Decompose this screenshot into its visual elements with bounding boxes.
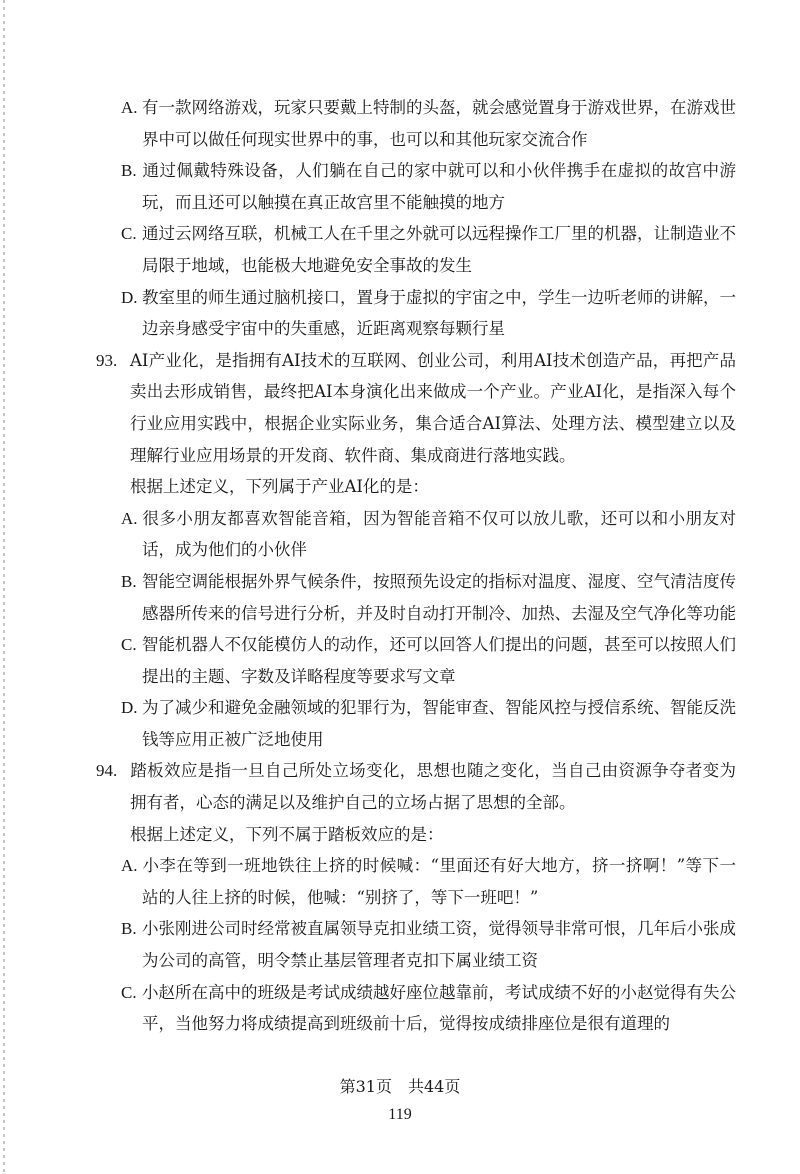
q94-number: 94. <box>96 761 118 781</box>
q93-number: 93. <box>96 350 118 370</box>
q93-stem: 93. AI产业化，是指拥有AI技术的互联网、创业公司，利用AI技术创造产品，再把产品卖出去形成销售，最终把AI本身演化出来做成一个产业。产业AI化，是指深入每个行业应用实践中，根据企业实际业务，集合适合AI算法、处理方法、模型建立以及理解行业应用场景的开发商、软件商、集成商进行落地实践。 <box>96 345 736 471</box>
q92-option-a: A. 有一款网络游戏，玩家只要戴上特制的头盔，就会感觉置身于游戏世界，在游戏世界中可以做任何现实世界中的事，也可以和其他玩家交流合作 <box>121 98 736 149</box>
q93-option-d: D. 为了减少和避免金融领域的犯罪行为，智能审查、智能风控与授信系统、智能反洗钱等应用正被广泛地使用 <box>121 698 736 749</box>
question-93 <box>96 345 736 756</box>
page-count-label: 第31页 共44页 <box>339 1077 461 1096</box>
binding-edge-marks <box>3 0 5 1174</box>
q93-option-a: A. 很多小朋友都喜欢智能音箱，因为智能音箱不仅可以放儿歌，还可以和小朋友对话，成为他们的小伙伴 <box>121 508 736 560</box>
q94-stem: 94. 踏板效应是指一旦自己所处立场变化，思想也随之变化，当自己由资源争夺者变为拥有者，心态的满足以及维护自己的立场占据了思想的全部。 <box>96 755 736 818</box>
q92-option-d: D. 教室里的师生通过脑机接口，置身于虚拟的宇宙之中，学生一边听老师的讲解，一边亲身感受宇宙中的失重感，近距离观察每颗行星 <box>121 287 736 339</box>
q94-option-b: B. 小张刚进公司时经常被直属领导克扣业绩工资，觉得领导非常可恨，几年后小张成为公司的高管，明令禁止基层管理者克扣下属业绩工资 <box>121 919 736 971</box>
page-number: 119 <box>388 1106 412 1123</box>
q92-option-b: B. 通过佩戴特殊设备，人们躺在自己的家中就可以和小伙伴携手在虚拟的故宫中游玩，而且还可以触摸在真正故宫里不能触摸的地方 <box>121 161 736 212</box>
page-content <box>96 92 736 1040</box>
q94-option-a: A. 小李在等到一班地铁往上挤的时候喊：“里面还有好大地方，挤一挤啊！”等下一站的人往上挤的时候，他喊：“别挤了，等下一班吧！” <box>121 856 736 907</box>
q93-option-c: C. 智能机器人不仅能模仿人的动作，还可以回答人们提出的问题，甚至可以按照人们提出的主题、字数及详略程度等要求写文章 <box>121 635 736 686</box>
q93-ask: 根据上述定义，下列属于产业AI化的是： <box>130 477 429 497</box>
q92-option-c: C. 通过云网络互联，机械工人在千里之外就可以远程操作工厂里的机器，让制造业不局限于地域，也能极大地避免安全事故的发生 <box>121 224 736 275</box>
question-92-options <box>96 92 736 345</box>
q94-ask: 根据上述定义，下列不属于踏板效应的是： <box>130 824 444 844</box>
q93-option-b: B. 智能空调能根据外界气候条件，按照预先设定的指标对温度、湿度、空气清洁度传感器所传来的信号进行分析，并及时自动打开制冷、加热、去湿及空气净化等功能 <box>121 571 736 623</box>
q94-option-c: C. 小赵所在高中的班级是考试成绩越好座位越靠前，考试成绩不好的小赵觉得有失公平，当他努力将成绩提高到班级前十后，觉得按成绩排座位是很有道理的 <box>121 982 736 1034</box>
question-94 <box>96 755 736 1039</box>
